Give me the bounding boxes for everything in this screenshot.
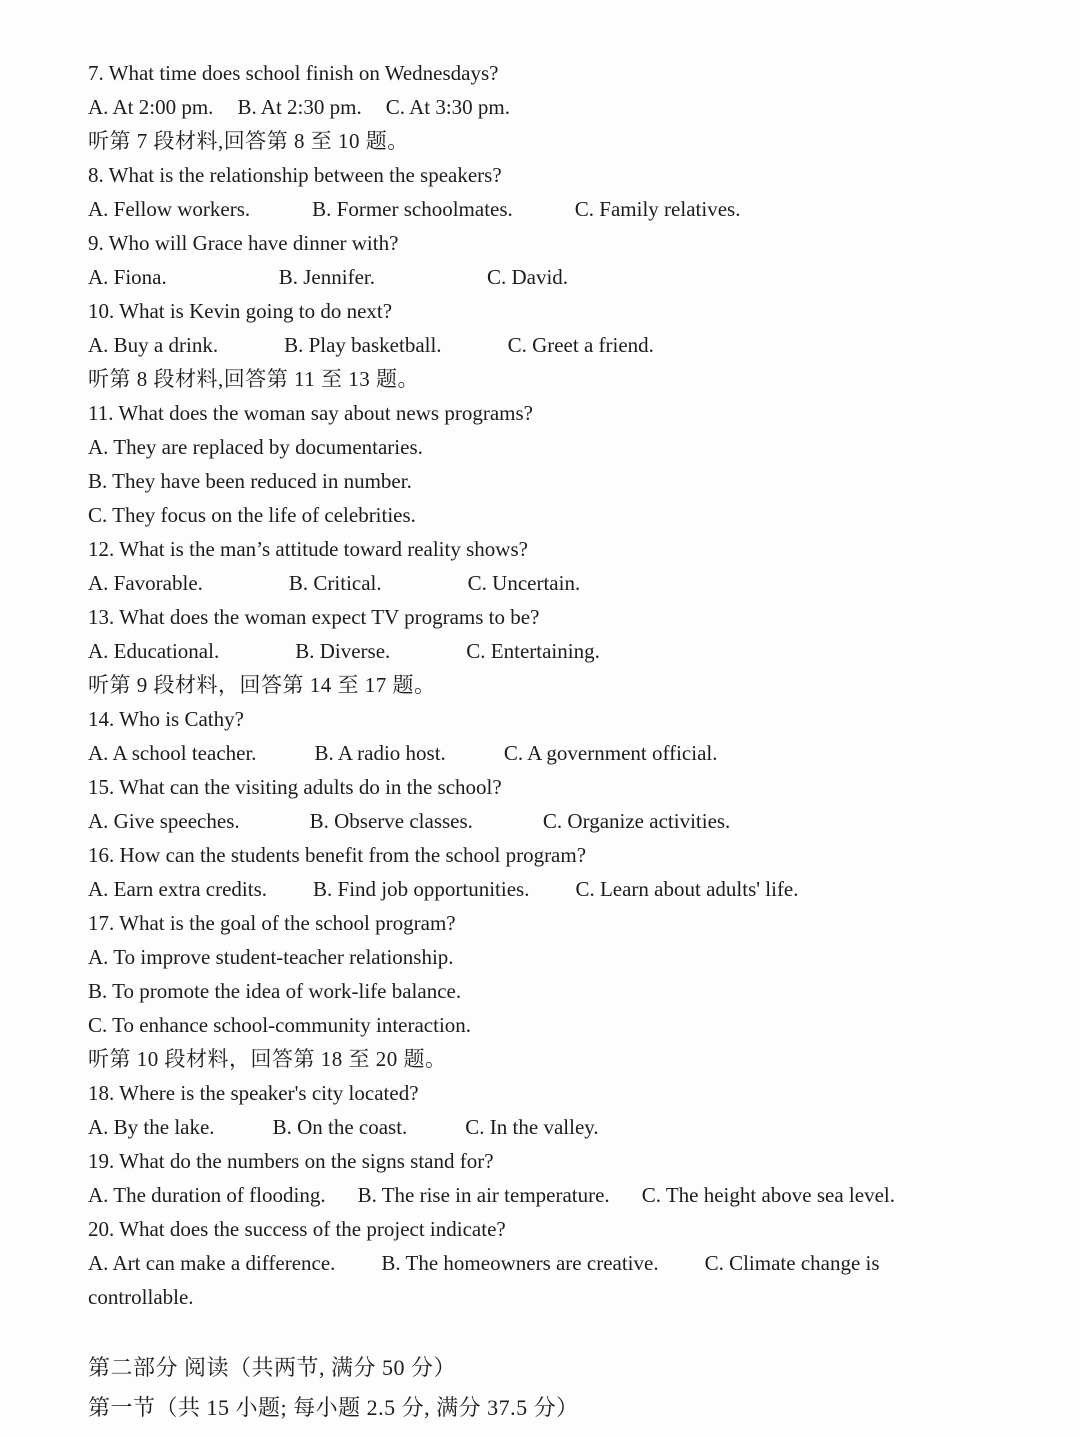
options-line [88,1178,1030,1212]
option-b: B. On the coast. [272,1115,408,1139]
text-line: B. They have been reduced in number. [88,469,412,493]
question-line: 19. What do the numbers on the signs stand for? [88,1149,494,1173]
text-line: A. To improve student-teacher relationship. [88,945,454,969]
options-line [88,90,1030,124]
question-line: 11. What does the woman say about news programs? [88,401,533,425]
question-line: 10. What is Kevin going to do next? [88,299,393,323]
question-line: 15. What can the visiting adults do in the school? [88,775,502,799]
text-line: C. They focus on the life of celebrities. [88,503,416,527]
options-line [88,1246,1030,1280]
option-c: C. Uncertain. [467,571,581,595]
option-c: C. Greet a friend. [507,333,654,357]
question-line: 7. What time does school finish on Wednesdays? [88,61,499,85]
option-c: C. Climate change is [704,1251,880,1275]
question-line: 17. What is the goal of the school program? [88,911,456,935]
option-b: B. At 2:30 pm. [237,95,362,119]
options-line [88,566,1030,600]
option-a: A. A school teacher. [88,741,257,765]
option-b: B. Play basketball. [284,333,442,357]
question-line: 13. What does the woman expect TV programs to be? [88,605,540,629]
option-a: A. At 2:00 pm. [88,95,214,119]
option-b: B. Former schoolmates. [312,197,513,221]
option-b: B. A radio host. [314,741,446,765]
document-body [88,56,1030,1428]
option-c: C. David. [486,265,569,289]
options-line [88,872,1030,906]
question-line: 20. What does the success of the project indicate? [88,1217,506,1241]
section-heading: 第一节（共 15 小题; 每小题 2.5 分, 满分 37.5 分） [88,1395,579,1420]
question-line: 8. What is the relationship between the speakers? [88,163,502,187]
option-b: B. The homeowners are creative. [381,1251,659,1275]
section-heading: 第二部分 阅读（共两节, 满分 50 分） [88,1355,457,1380]
option-c: C. In the valley. [465,1115,599,1139]
option-b: B. Jennifer. [278,265,375,289]
option-a: A. Favorable. [88,571,203,595]
option-b: B. Find job opportunities. [313,877,530,901]
option-c: C. Family relatives. [574,197,741,221]
option-a: A. Earn extra credits. [88,877,268,901]
question-line: 14. Who is Cathy? [88,707,244,731]
option-c: C. Learn about adults' life. [575,877,799,901]
blank-line [88,1314,1030,1348]
option-c: C. Organize activities. [542,809,731,833]
option-a: A. Art can make a difference. [88,1251,336,1275]
option-a: A. Buy a drink. [88,333,219,357]
option-c: C. The height above sea level. [641,1183,895,1207]
question-line: 16. How can the students benefit from the school program? [88,843,587,867]
section-instruction-line: 听第 8 段材料,回答第 11 至 13 题。 [88,367,419,391]
option-a: A. Fiona. [88,265,167,289]
options-line [88,260,1030,294]
question-line: 12. What is the man’s attitude toward reality shows? [88,537,528,561]
options-line [88,1110,1030,1144]
options-line [88,634,1030,668]
option-c: C. At 3:30 pm. [385,95,510,119]
option-a: A. The duration of flooding. [88,1183,326,1207]
text-line: controllable. [88,1285,194,1309]
option-a: A. Fellow workers. [88,197,251,221]
option-c: C. A government official. [503,741,718,765]
question-line: 9. Who will Grace have dinner with? [88,231,399,255]
text-line: C. To enhance school-community interaction. [88,1013,472,1037]
option-c: C. Entertaining. [466,639,600,663]
option-b: B. Diverse. [295,639,391,663]
option-b: B. Critical. [288,571,382,595]
options-line [88,804,1030,838]
option-b: B. Observe classes. [309,809,473,833]
options-line [88,328,1030,362]
text-line: A. They are replaced by documentaries. [88,435,423,459]
section-instruction-line: 听第 7 段材料,回答第 8 至 10 题。 [88,129,409,153]
options-line [88,736,1030,770]
option-a: A. By the lake. [88,1115,215,1139]
section-instruction-line: 听第 9 段材料，回答第 14 至 17 题。 [88,673,436,697]
options-line [88,192,1030,226]
option-a: A. Give speeches. [88,809,240,833]
section-instruction-line: 听第 10 段材料，回答第 18 至 20 题。 [88,1047,447,1071]
text-line: B. To promote the idea of work-life balance. [88,979,462,1003]
option-a: A. Educational. [88,639,220,663]
question-line: 18. Where is the speaker's city located? [88,1081,419,1105]
option-b: B. The rise in air temperature. [357,1183,610,1207]
